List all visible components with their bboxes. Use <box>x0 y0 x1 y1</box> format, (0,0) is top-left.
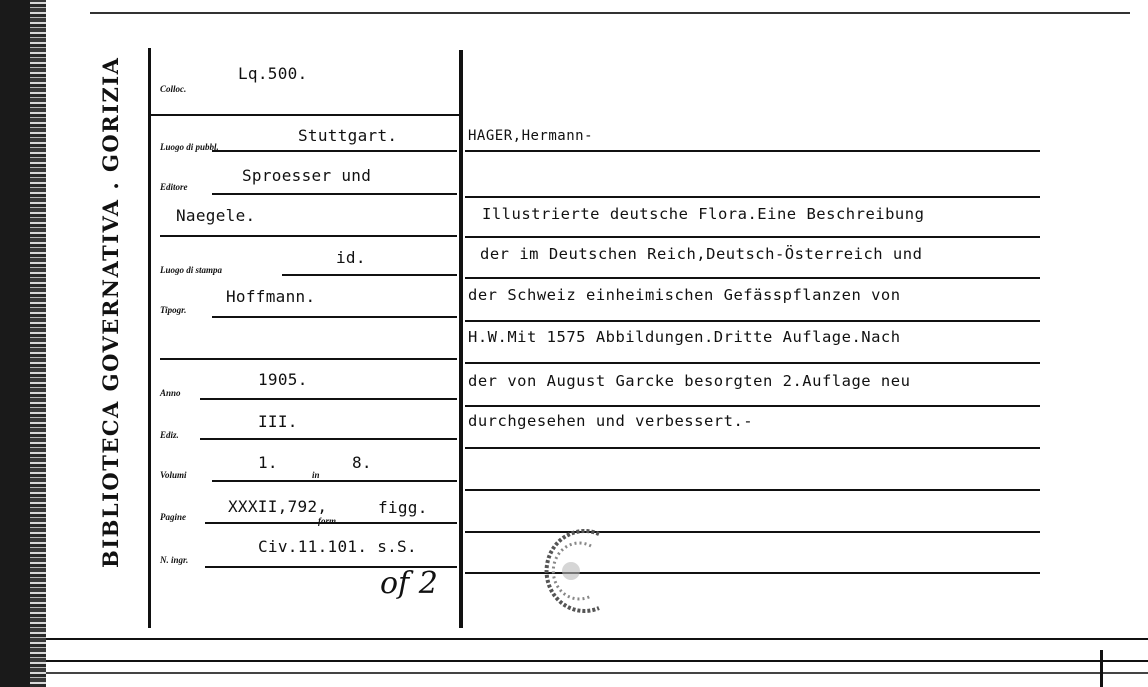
library-name: BIBLIOTECA GOVERNATIVA . GORIZIA <box>98 56 123 568</box>
value-luogo-pubbl: Stuttgart. <box>298 126 398 145</box>
label-n-ingr: N. ingr. <box>160 555 189 565</box>
rule-volumi <box>212 480 457 482</box>
description-line-5: der von August Garcke besorgten 2.Auflage neu <box>468 372 911 390</box>
bottom-edge-line-1 <box>46 638 1148 640</box>
value-pagine: XXXII,792, <box>228 497 328 516</box>
library-stamp <box>541 528 621 614</box>
bottom-edge-line-2 <box>46 660 1148 662</box>
handwritten-note: of 2 <box>380 566 438 601</box>
label-collocazione: Colloc. <box>160 84 187 94</box>
rule-right-8 <box>465 447 1040 449</box>
label-luogo-stampa: Luogo di stampa <box>160 265 223 275</box>
description-line-3: der Schweiz einheimischen Gefässpflanzen von <box>468 286 901 304</box>
description-line-6: durchgesehen und verbessert.- <box>468 412 754 430</box>
description-line-1: Illustrierte deutsche Flora.Eine Beschreibung <box>482 205 925 223</box>
value-anno: 1905. <box>258 370 308 389</box>
rule-right-9 <box>465 489 1040 491</box>
value-n-ingr: Civ.11.101. s.S. <box>258 537 417 556</box>
center-divider <box>459 50 463 628</box>
rule-right-7 <box>465 405 1040 407</box>
rule-anno <box>200 398 457 400</box>
value-volumi: 1. <box>258 453 278 472</box>
rule-blank <box>160 358 457 360</box>
label-pagine: Pagine <box>160 512 186 522</box>
label-volumi: Volumi <box>160 470 187 480</box>
value-editore-1: Sproesser und <box>242 166 372 185</box>
top-edge-line <box>90 12 1130 14</box>
label-editore: Editore <box>160 182 188 192</box>
description-line-2: der im Deutschen Reich,Deutsch-Österreich und <box>480 245 923 263</box>
value-luogo-stampa: id. <box>336 248 366 267</box>
bottom-edge-line-3 <box>46 672 1148 674</box>
rule-editore2 <box>160 235 457 237</box>
value-collocazione: Lq.500. <box>238 64 308 83</box>
label-anno: Anno <box>160 388 181 398</box>
rule-right-4 <box>465 277 1040 279</box>
rule-colloc <box>150 114 459 116</box>
rule-tipogr <box>212 316 457 318</box>
rule-luogo-stampa <box>282 274 457 276</box>
value-tipogr: Hoffmann. <box>226 287 316 306</box>
rule-luogo <box>212 150 457 152</box>
label-formato: form. <box>318 516 339 526</box>
value-ediz: III. <box>258 412 298 431</box>
rule-right-6 <box>465 362 1040 364</box>
description-line-4: H.W.Mit 1575 Abbildungen.Dritte Auflage.Nach <box>468 328 901 346</box>
label-in: in <box>312 470 320 480</box>
rule-right-1 <box>465 150 1040 152</box>
left-scan-shadow <box>0 0 30 687</box>
value-editore-2: Naegele. <box>176 206 256 225</box>
rule-editore <box>212 193 457 195</box>
label-ediz: Ediz. <box>160 430 179 440</box>
rule-right-2 <box>465 196 1040 198</box>
rule-ediz <box>200 438 457 440</box>
value-figg: figg. <box>378 498 428 517</box>
right-edge-mark <box>1100 650 1103 687</box>
value-volumi-in: 8. <box>352 453 372 472</box>
author-heading: HAGER,Hermann- <box>468 128 594 144</box>
left-column-border <box>148 48 151 628</box>
label-tipogr: Tipogr. <box>160 305 187 315</box>
rule-right-5 <box>465 320 1040 322</box>
label-luogo-pubbl: Luogo di pubbl. <box>160 142 219 152</box>
rule-right-3 <box>465 236 1040 238</box>
